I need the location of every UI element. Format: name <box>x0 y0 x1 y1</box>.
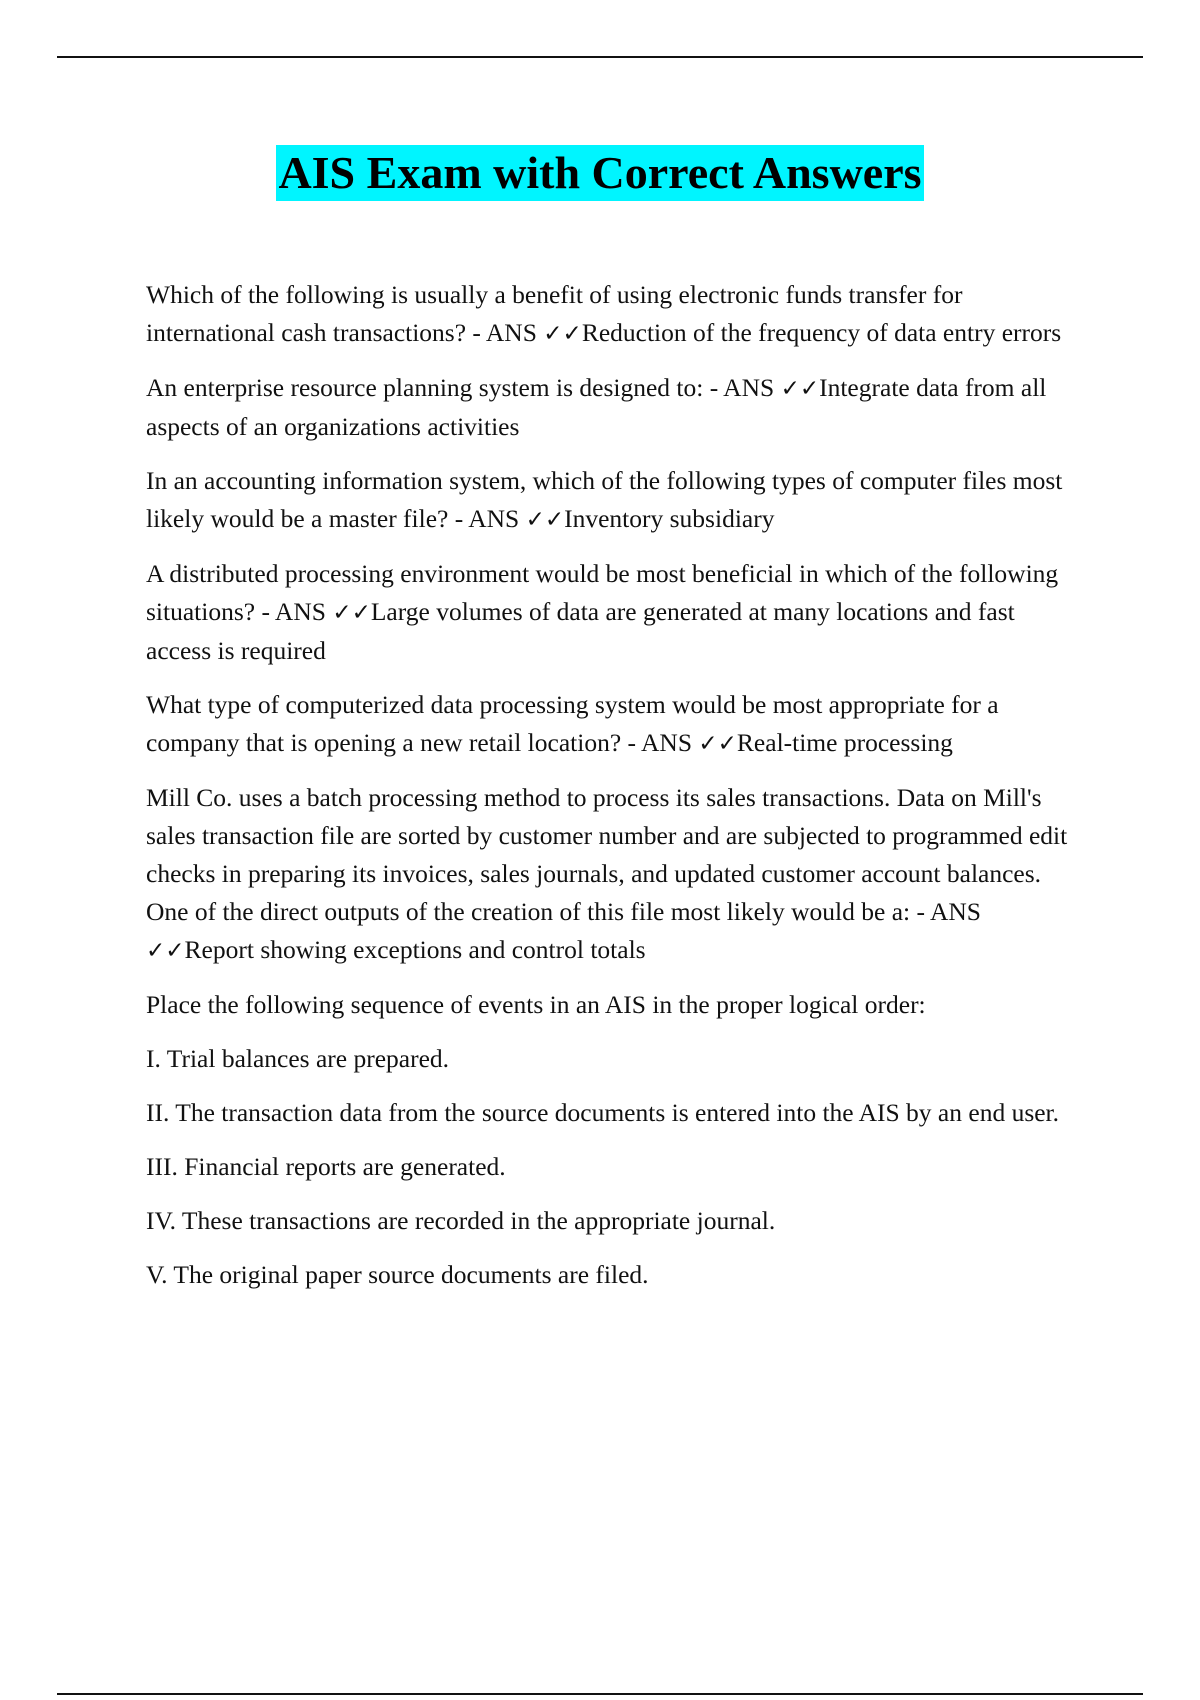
title-container <box>0 145 1200 201</box>
qa-item-5 <box>146 686 1076 763</box>
question-text: An enterprise resource planning system is designed to: - <box>146 373 724 402</box>
check-mark-icon: ✓✓ <box>146 938 185 964</box>
question-text: Which of the following is usually a benefit of using electronic funds transfer for international cash transactions? - <box>146 280 963 347</box>
check-mark-icon: ✓✓ <box>698 731 737 757</box>
answer-text: Large volumes of data are generated at many locations and fast access is required <box>146 597 1015 665</box>
document-title: AIS Exam with Correct Answers <box>276 145 923 201</box>
qa-item-3 <box>146 462 1076 539</box>
answer-text: Real-time processing <box>736 728 953 757</box>
question-text: In an accounting information system, which of the following types of computer files most likely would be a master file? - <box>146 466 1063 533</box>
sequence-item-2: II. The transaction data from the source documents is entered into the AIS by an end user. <box>146 1098 1060 1127</box>
check-mark-icon: ✓✓ <box>543 321 582 347</box>
qa-item-1 <box>146 276 1076 353</box>
qa-item-4 <box>146 555 1076 670</box>
answer-prefix: ANS <box>468 504 520 533</box>
answer-prefix: ANS <box>723 373 775 402</box>
question-text: What type of computerized data processing system would be most appropriate for a company that is opening a new retail location? - <box>146 690 999 757</box>
bottom-rule <box>57 1693 1143 1695</box>
answer-prefix: ANS <box>485 318 537 347</box>
question-text: A distributed processing environment would be most beneficial in which of the following situations? - <box>146 559 1059 626</box>
answer-prefix: ANS <box>274 597 326 626</box>
check-mark-icon: ✓✓ <box>525 507 565 533</box>
check-mark-icon: ✓✓ <box>332 600 371 626</box>
answer-text: Reduction of the frequency of data entry errors <box>581 318 1062 347</box>
sequence-item-4: IV. These transactions are recorded in the appropriate journal. <box>146 1206 776 1235</box>
answer-text: Report showing exceptions and control totals <box>184 935 646 964</box>
sequence-prompt: Place the following sequence of events in an AIS in the proper logical order: <box>146 990 926 1019</box>
answer-text: Integrate data from all aspects of an organizations activities <box>146 373 1047 441</box>
answer-prefix: ANS <box>640 728 692 757</box>
sequence-item-5: V. The original paper source documents are filed. <box>146 1260 649 1289</box>
answer-text: Inventory subsidiary <box>564 504 775 533</box>
document-body <box>146 276 1076 1310</box>
answer-prefix: ANS <box>929 897 981 926</box>
qa-item-6 <box>146 779 1076 970</box>
sequence-item-3: III. Financial reports are generated. <box>146 1152 506 1181</box>
qa-item-2 <box>146 369 1076 446</box>
sequence-item-1: I. Trial balances are prepared. <box>146 1044 450 1073</box>
question-text: Mill Co. uses a batch processing method to process its sales transactions. Data on Mill's sales transaction file are sorted by customer number and are subjected to programmed edit checks in preparing its invoices, sales journals, and updated customer account balances. One of the direct outputs of the creation of this file most likely would be a: - <box>146 783 1068 926</box>
top-rule <box>57 56 1143 58</box>
check-mark-icon: ✓✓ <box>780 376 820 402</box>
